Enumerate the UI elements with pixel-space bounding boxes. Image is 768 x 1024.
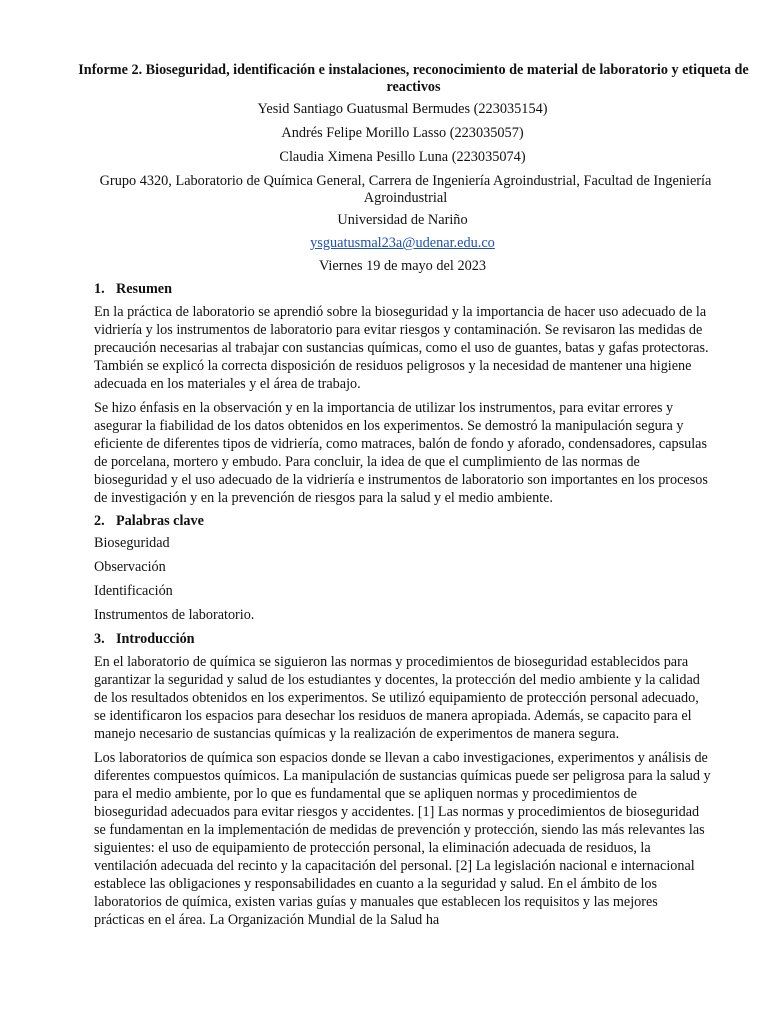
section-number: 3. (94, 631, 105, 647)
section-title: Introducción (116, 631, 195, 647)
report-title: Informe 2. Bioseguridad, identificación e instalaciones, reconocimiento de material de laboratorio y etiqueta de reactivos (78, 62, 749, 95)
resumen-paragraph-1: En la práctica de laboratorio se aprendió sobre la bioseguridad y la importancia de hacer uso adecuado de la vidriería y los instrumentos de laboratorio para evitar riesgos y contaminación. Se revisaron las medidas de precaución necesarias al trabajar con sustancias químicas, como el uso de guantes, batas y gafas protectoras. También se explicó la correcta disposición de residuos peligrosos y la necesidad de mantener una higiene adecuada en los materiales y el área de trabajo. (94, 304, 709, 392)
introduccion-paragraph-2: Los laboratorios de química son espacios donde se llevan a cabo investigaciones, experimentos y análisis de diferentes compuestos químicos. La manipulación de sustancias químicas puede ser peligrosa para la salud y para el medio ambiente, por lo que es fundamental que se apliquen normas y procedimientos de bioseguridad adecuados para evitar riesgos y accidentes. [1] Las normas y procedimientos de bioseguridad se fundamentan en la implementación de medidas de prevención y protección, siendo las más relevantes las siguientes: el uso de equipamiento de protección personal, la eliminación adecuada de residuos, la ventilación adecuada del recinto y la capacitación del personal. [2] La legislación nacional e internacional establece las obligaciones y responsabilidades en cuanto a la seguridad y salud. En el ámbito de los laboratorios de química, existen varias guías y manuales que establecen los requisitos y las mejores prácticas en el área. La Organización Mundial de la Salud ha (94, 750, 711, 928)
section-title: Palabras clave (116, 513, 204, 529)
report-date: Viernes 19 de mayo del 2023 (318, 258, 487, 274)
section-heading-introduccion (94, 631, 711, 648)
section-number: 1. (94, 281, 105, 297)
section-heading-palabras-clave (94, 513, 711, 530)
introduccion-paragraph-1: En el laboratorio de química se siguieron las normas y procedimientos de bioseguridad establecidos para garantizar la seguridad y salud de los estudiantes y docentes, la protección del medio ambiente y la calidad de los resultados obtenidos en los experimentos. Se utilizó equipamiento de protección personal adecuado, se identificaron los espacios para desechar los residuos de manera apropiada. Además, se capacito para el manejo necesario de sustancias químicas y la realización de experimentos de manera segura. (94, 654, 700, 742)
keyword: Bioseguridad (94, 535, 170, 551)
section-number: 2. (94, 513, 105, 529)
section-heading-resumen (94, 281, 711, 298)
author-2: Andrés Felipe Morillo Lasso (223035057) (281, 125, 524, 141)
author-3: Claudia Ximena Pesillo Luna (223035074) (279, 149, 526, 165)
keyword: Observación (94, 559, 166, 575)
email-link[interactable]: ysguatusmal23a@udenar.edu.co (310, 235, 495, 251)
affiliation: Grupo 4320, Laboratorio de Química General, Carrera de Ingeniería Agroindustrial, Facultad de Ingeniería Agroindustrial (99, 173, 712, 206)
resumen-paragraph-2: Se hizo énfasis en la observación y en la importancia de utilizar los instrumentos, para evitar errores y asegurar la fiabilidad de los datos obtenidos en los experimentos. Se demostró la manipulación segura y eficiente de diferentes tipos de vidriería, como matraces, balón de fondo y aforado, condensadores, capsulas de porcelana, mortero y embudo. Para concluir, la idea de que el cumplimiento de las normas de bioseguridad y el uso adecuado de la vidriería e instrumentos de laboratorio son importantes en los procesos de investigación y en la prevención de riesgos para la salud y el medio ambiente. (94, 400, 708, 506)
keyword: Identificación (94, 583, 173, 599)
university: Universidad de Nariño (337, 212, 468, 228)
section-title: Resumen (116, 281, 172, 297)
author-1: Yesid Santiago Guatusmal Bermudes (223035154) (257, 101, 548, 117)
keyword: Instrumentos de laboratorio. (94, 607, 255, 623)
